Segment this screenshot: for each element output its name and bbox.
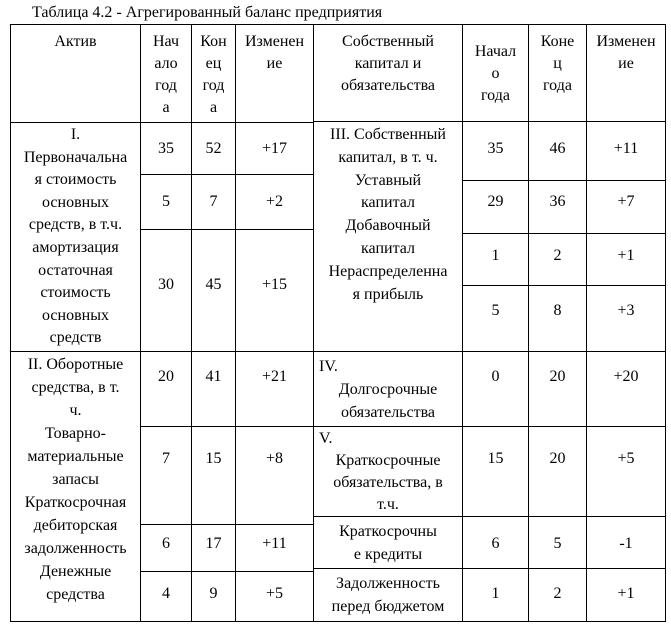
g3-r1-end: 46 — [549, 140, 566, 157]
g2-r4-end: 9 — [209, 585, 218, 602]
g4-end: 20 — [549, 368, 566, 385]
group4-label: IV. Долгосрочные обязательства — [319, 358, 438, 421]
left-group-sep — [10, 351, 314, 352]
budget-debt-end: 2 — [553, 585, 562, 602]
g2-r3-end: 17 — [205, 535, 222, 552]
g4-change: +20 — [613, 368, 639, 385]
header-liab-change: Изменен ие — [596, 33, 656, 72]
g3-r3-start: 1 — [491, 247, 500, 264]
g2-r1-start: 20 — [158, 368, 174, 385]
header-asset-end: Кон ец год а — [200, 33, 227, 116]
group3-label: III. Собственный капитал, в т. ч. Уставный капитал Добавочный капитал Нераспределенна я прибыль — [328, 126, 448, 303]
g2-r1-end: 41 — [205, 368, 222, 385]
right-group-sep-2 — [313, 426, 666, 427]
g3-r4-start: 5 — [491, 302, 500, 319]
g1-r3-end: 45 — [205, 276, 222, 293]
short-credit-change: -1 — [619, 535, 633, 552]
left-row-sep-4 — [140, 524, 314, 525]
g2-r4-start: 4 — [162, 585, 170, 602]
g3-r4-change: +3 — [617, 302, 635, 319]
g2-r2-start: 7 — [162, 450, 170, 467]
g4-start: 0 — [491, 368, 500, 385]
g3-r2-end: 36 — [549, 193, 566, 210]
group2-label: II. Оборотные средства, в т. ч. Товарно- материальные запасы Краткосрочная дебиторская задолженность Денежные средства — [24, 356, 127, 603]
border-bottom — [10, 621, 666, 622]
g2-r1-change: +21 — [261, 368, 288, 385]
g3-r3-change: +1 — [617, 247, 635, 264]
right-row-sep-2 — [462, 233, 666, 234]
g3-r1-start: 35 — [487, 140, 504, 157]
g5-change: +5 — [617, 450, 635, 467]
short-credit-start: 6 — [491, 535, 500, 552]
g2-r3-start: 6 — [162, 535, 170, 552]
g2-r2-change: +8 — [265, 450, 284, 467]
g1-r3-change: +15 — [261, 276, 288, 293]
header-liab-start: Начал о года — [474, 43, 517, 104]
header-asset: Актив — [54, 33, 97, 50]
table-caption: Таблица 4.2 - Агрегированный баланс предприятия — [32, 4, 383, 21]
short-credit-end: 5 — [553, 535, 562, 552]
g3-r1-change: +11 — [613, 140, 639, 157]
right-row-sep-3 — [462, 285, 666, 286]
left-row-sep-5 — [140, 571, 314, 572]
g1-r2-start: 5 — [162, 193, 170, 210]
balance-table — [10, 24, 666, 622]
right-group-sep-1 — [313, 351, 666, 352]
group1-label: I. Первоначальна я стоимость основных средств, в т.ч. амортизация остаточная стоимость основных средств — [23, 126, 128, 347]
g1-r3-start: 30 — [158, 276, 174, 293]
header-liab: Собственный капитал и обязательства — [340, 33, 436, 94]
right-row-sep-1 — [462, 180, 666, 181]
g5-start: 15 — [487, 450, 504, 467]
g1-r2-change: +2 — [265, 193, 284, 210]
left-row-sep-1 — [140, 174, 314, 175]
g5-end: 20 — [549, 450, 566, 467]
header-asset-change: Изменен ие — [244, 33, 305, 72]
g3-r4-end: 8 — [553, 302, 562, 319]
g2-r4-change: +5 — [265, 585, 284, 602]
right-group-sep-3 — [313, 516, 666, 517]
header-liab-end: Коне ц года — [540, 33, 575, 94]
g2-r3-change: +11 — [262, 535, 287, 552]
g1-r2-end: 7 — [209, 193, 218, 210]
g1-r1-end: 52 — [205, 140, 222, 157]
g1-r1-change: +17 — [261, 140, 288, 157]
group5-label: V. Краткосрочные обязательства, в т.ч. — [319, 430, 443, 513]
border-right — [665, 24, 666, 622]
left-row-sep-2 — [140, 229, 314, 230]
g1-r1-start: 35 — [158, 140, 174, 157]
left-row-sep-3 — [140, 426, 314, 427]
border-top — [10, 24, 666, 25]
right-group-sep-4 — [313, 568, 666, 569]
short-credit-label: Краткосрочны е кредиты — [339, 523, 437, 563]
header-asset-start: Нач ало год а — [152, 33, 180, 116]
budget-debt-label: Задолженность перед бюджетом — [331, 575, 445, 615]
g3-r3-end: 2 — [553, 247, 562, 264]
header-sep-right — [313, 121, 666, 122]
g3-r2-start: 29 — [487, 193, 504, 210]
g3-r2-change: +7 — [617, 193, 635, 210]
g2-r2-end: 15 — [205, 450, 222, 467]
budget-debt-start: 1 — [491, 585, 500, 602]
header-sep-left — [10, 122, 314, 123]
budget-debt-change: +1 — [617, 585, 635, 602]
